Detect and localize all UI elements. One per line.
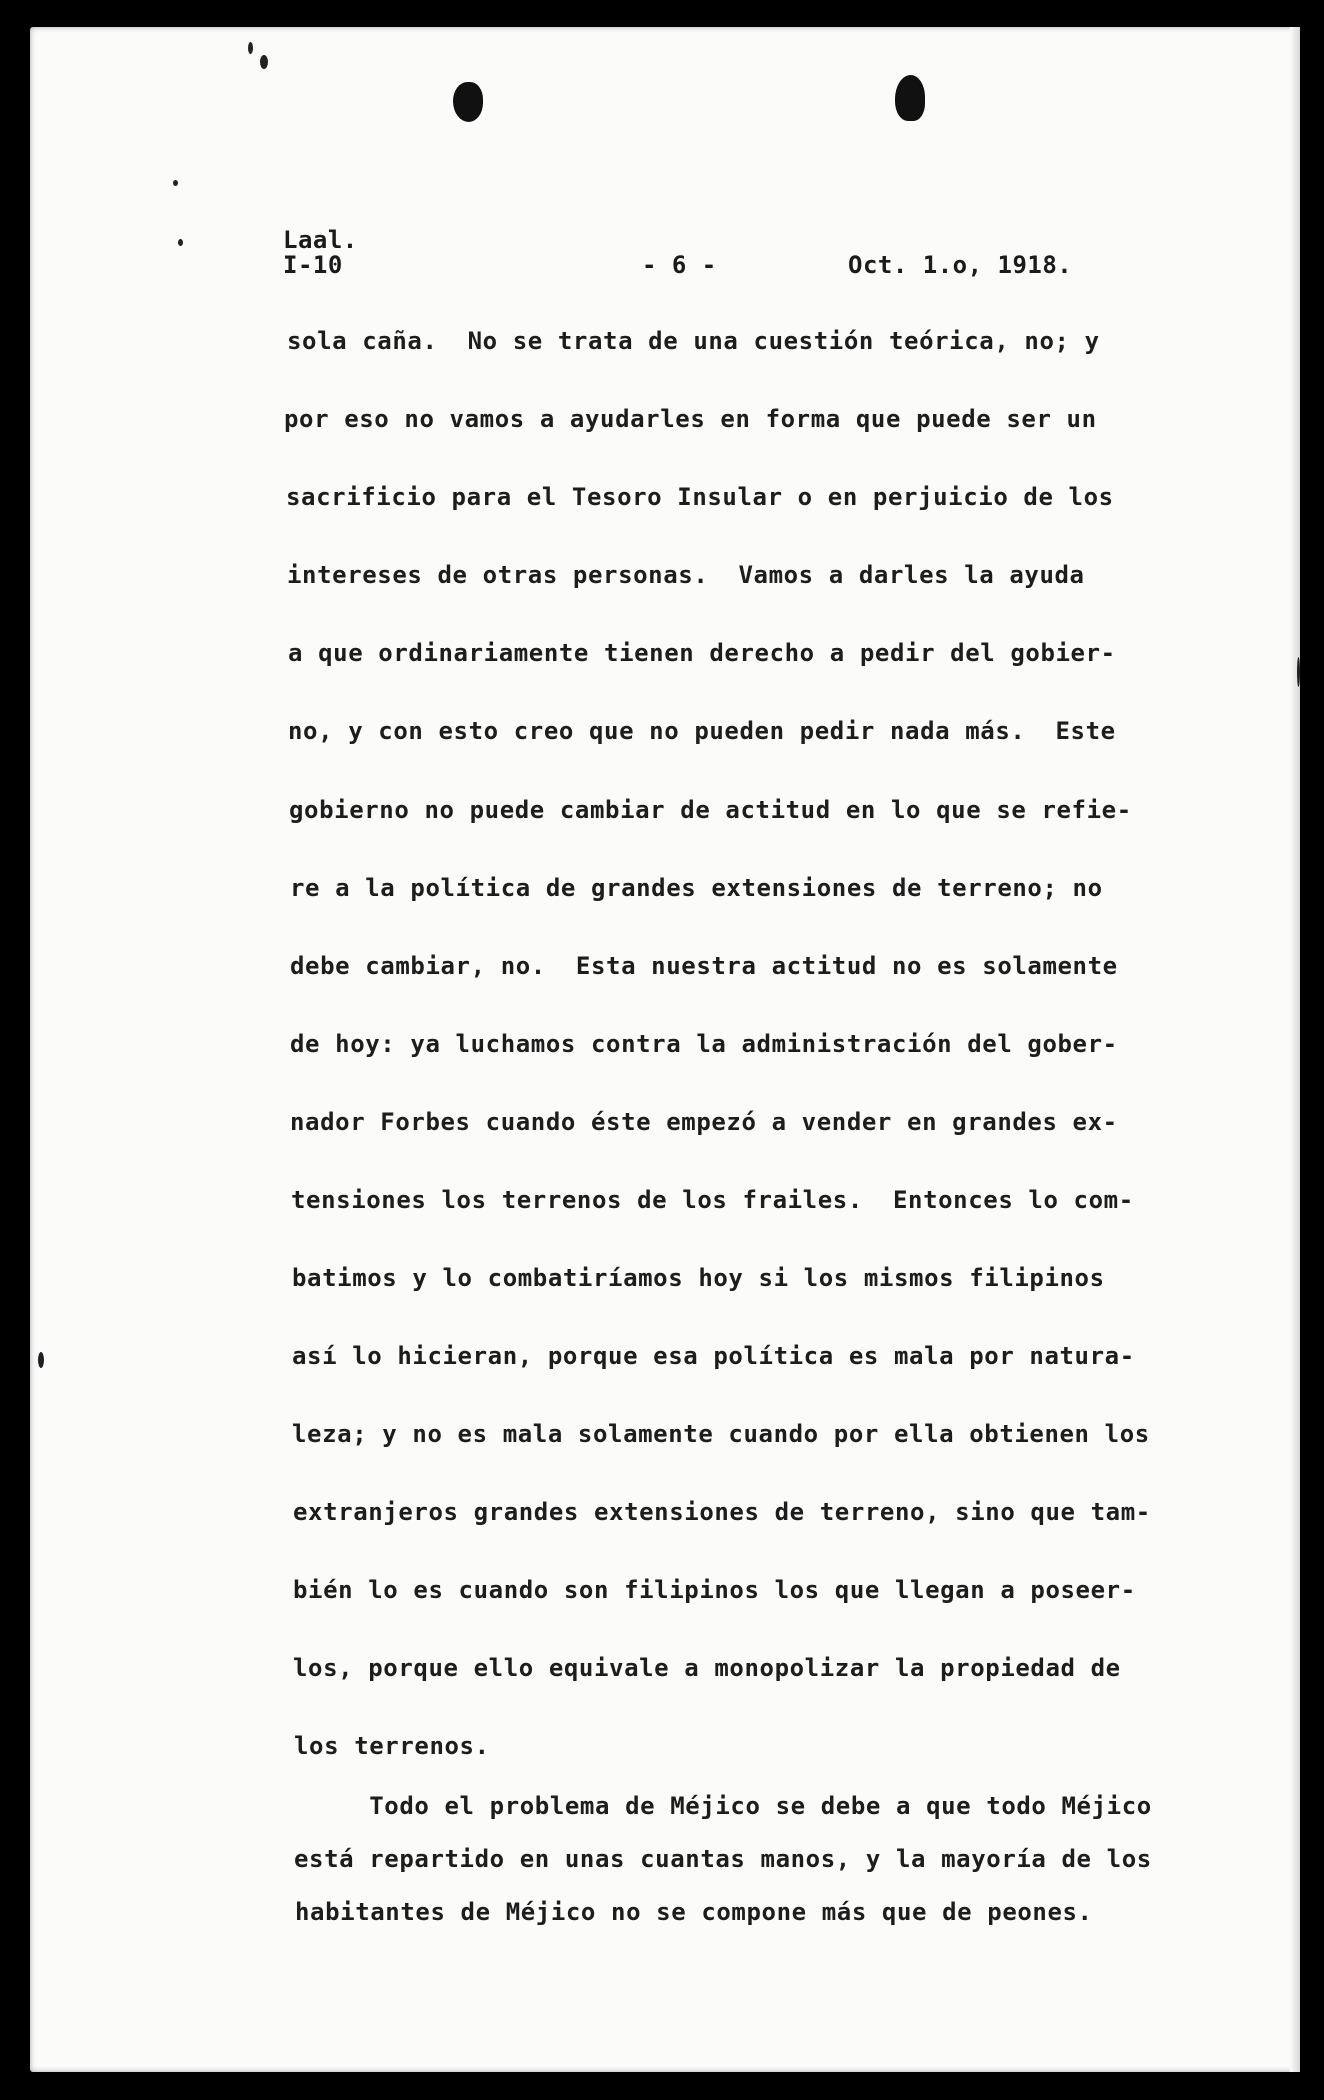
body-line: leza; y no es mala solamente cuando por ella obtienen los (292, 1420, 1150, 1448)
ink-speck (173, 180, 178, 186)
body-line: tensiones los terrenos de los frailes. Entonces lo com- (291, 1186, 1134, 1214)
reference-code: Laal. (283, 226, 358, 254)
page-edge-shadow (1290, 27, 1300, 2072)
body-line: los, porque ello equivale a monopolizar la propiedad de (293, 1654, 1121, 1682)
body-line: sola caña. No se trata de una cuestión teórica, no; y (287, 327, 1100, 355)
body-line: por eso no vamos a ayudarles en forma que puede ser un (284, 405, 1097, 433)
body-line: está repartido en unas cuantas manos, y la mayoría de los (294, 1845, 1152, 1873)
body-line: intereses de otras personas. Vamos a darles la ayuda (287, 561, 1085, 589)
body-line: los terrenos. (294, 1732, 490, 1760)
body-line: así lo hicieran, porque esa política es mala por natura- (292, 1342, 1135, 1370)
body-line: bién lo es cuando son filipinos los que llegan a poseer- (293, 1576, 1136, 1604)
body-line: Todo el problema de Méjico se debe a que todo Méjico (294, 1792, 1152, 1820)
ink-speck (248, 42, 253, 54)
ink-speck (178, 239, 183, 246)
ink-speck (1297, 657, 1300, 687)
body-line: no, y con esto creo que no pueden pedir nada más. Este (288, 717, 1116, 745)
body-line: re a la política de grandes extensiones de terreno; no (290, 874, 1103, 902)
body-line: sacrificio para el Tesoro Insular o en perjuicio de los (286, 483, 1114, 511)
document-page (30, 27, 1300, 2072)
body-line: gobierno no puede cambiar de actitud en lo que se refie- (289, 796, 1132, 824)
ink-speck (260, 55, 268, 69)
punch-hole-right (895, 75, 925, 121)
punch-hole-left (453, 82, 483, 122)
body-line: a que ordinariamente tienen derecho a pedir del gobier- (288, 639, 1116, 667)
body-line: extranjeros grandes extensiones de terreno, sino que tam- (293, 1498, 1151, 1526)
reference-number: I-10 (283, 251, 343, 279)
page-number: - 6 - (642, 251, 717, 279)
body-line: nador Forbes cuando éste empezó a vender en grandes ex- (290, 1108, 1118, 1136)
document-date: Oct. 1.o, 1918. (848, 251, 1073, 279)
body-line: batimos y lo combatiríamos hoy si los mismos filipinos (292, 1264, 1105, 1292)
body-line: debe cambiar, no. Esta nuestra actitud no es solamente (290, 952, 1118, 980)
body-line: de hoy: ya luchamos contra la administración del gober- (290, 1030, 1118, 1058)
body-line: habitantes de Méjico no se compone más que de peones. (295, 1898, 1093, 1926)
ink-speck (38, 1352, 44, 1368)
